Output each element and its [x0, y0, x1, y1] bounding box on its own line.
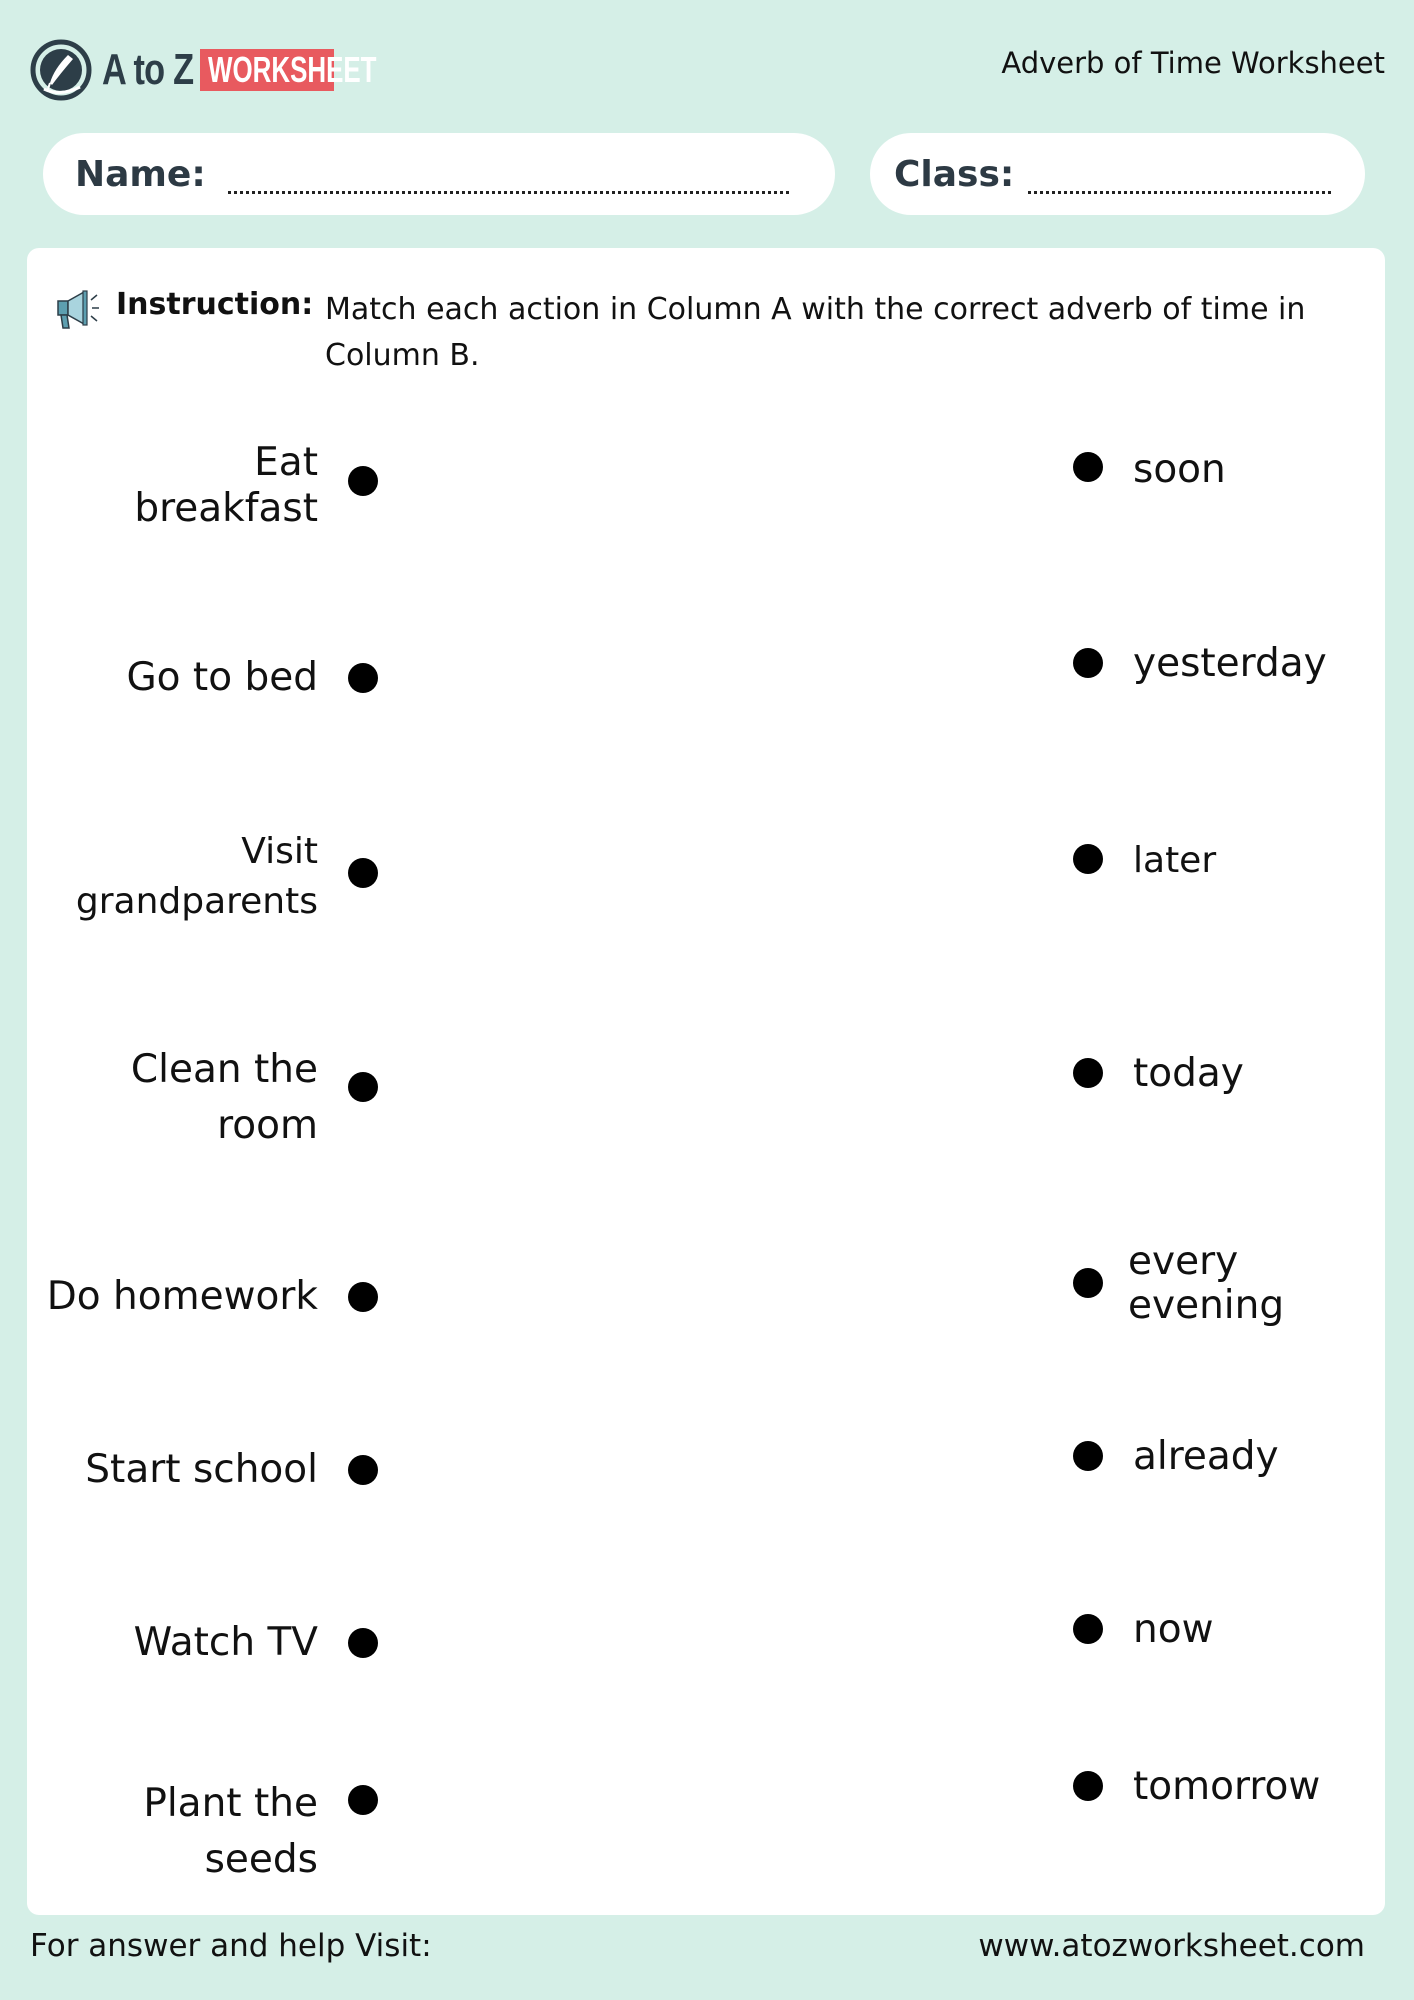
column-a-item: Eat breakfast	[134, 440, 318, 531]
column-a-item: Do homework	[46, 1274, 318, 1319]
footer-website-link[interactable]: www.atozworksheet.com	[978, 1928, 1365, 1964]
name-field[interactable]	[43, 133, 835, 215]
column-b-dot[interactable]	[1073, 844, 1103, 874]
column-b-dot[interactable]	[1073, 1058, 1103, 1088]
column-a-item: Start school	[85, 1447, 318, 1492]
instruction-text: Match each action in Column A with the correct adverb of time in Column B.	[325, 292, 1306, 373]
column-b-dot[interactable]	[1073, 1614, 1103, 1644]
class-dotted-line[interactable]	[1028, 164, 1331, 194]
column-a-dot[interactable]	[348, 466, 378, 496]
column-b-dot[interactable]	[1073, 1441, 1103, 1471]
column-b-item: now	[1133, 1607, 1214, 1652]
column-b-dot[interactable]	[1073, 1771, 1103, 1801]
name-label: Name:	[75, 153, 206, 195]
logo	[30, 38, 377, 102]
logo-brand-text: A to Z	[102, 45, 194, 94]
column-a-dot[interactable]	[348, 663, 378, 693]
column-a-dot[interactable]	[348, 1282, 378, 1312]
column-a-dot[interactable]	[348, 1072, 378, 1102]
column-b-item: tomorrow	[1133, 1764, 1321, 1809]
name-dotted-line[interactable]	[228, 164, 789, 194]
column-a-dot[interactable]	[348, 1785, 378, 1815]
column-b-dot[interactable]	[1073, 648, 1103, 678]
worksheet-title: Adverb of Time Worksheet	[1001, 46, 1385, 80]
class-field[interactable]	[870, 133, 1365, 215]
logo-badge: WORKSHEET	[200, 49, 334, 91]
column-a-item: Plant the seeds	[143, 1781, 318, 1882]
column-a-item: Clean the room	[130, 1047, 318, 1148]
pen-nib-circle-icon	[30, 39, 92, 101]
instruction-label: Instruction:	[116, 287, 314, 322]
column-a-item: Watch TV	[133, 1620, 318, 1665]
column-a-item: Visit grandparents	[75, 831, 318, 922]
class-label: Class:	[894, 153, 1015, 195]
column-b-dot[interactable]	[1073, 452, 1103, 482]
column-b-item: every evening	[1128, 1239, 1285, 1328]
column-b-item: later	[1133, 840, 1217, 881]
column-b-item: soon	[1133, 447, 1226, 492]
column-a-dot[interactable]	[348, 1628, 378, 1658]
column-b-item: today	[1133, 1051, 1244, 1096]
footer-help-text: For answer and help Visit:	[30, 1928, 432, 1964]
column-a-item: Go to bed	[126, 655, 318, 700]
column-b-item: already	[1133, 1434, 1279, 1479]
megaphone-icon	[54, 288, 100, 332]
column-a-dot[interactable]	[348, 1455, 378, 1485]
column-b-item: yesterday	[1133, 641, 1327, 686]
column-a-dot[interactable]	[348, 858, 378, 888]
column-b-dot[interactable]	[1073, 1268, 1103, 1298]
